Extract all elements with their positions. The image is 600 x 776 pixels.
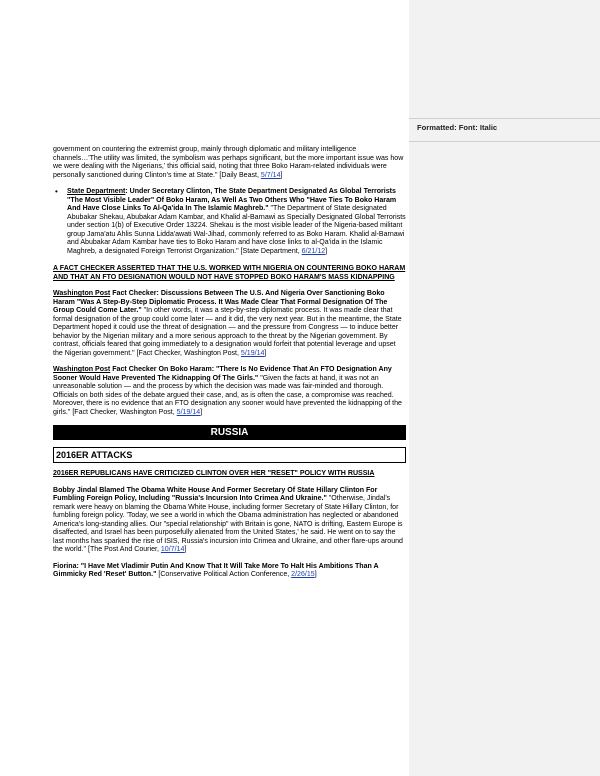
section-heading-reset: 2016ER REPUBLICANS HAVE CRITICIZED CLINTON OVER HER "RESET" POLICY WITH RUSSIA: [53, 470, 375, 477]
paragraph-headline: Fact Checker: Discussions Between The U.S. And Nigeria Over Sanctioning Boko Haram "Was A Step-By-Step Diplomatic Process. It Was Made Clear That Formal Designation Of The Group Could Come Later.": [53, 290, 388, 314]
bullet-marker: •: [55, 187, 58, 196]
bullet-state-department: • State Department: Under Secretary Clinton, The State Department Designated As Global Terrorists "The Most Visible Leader" Of Boko Haram, As Well As Two Others Who "Have Ties To Boko Haram And Have Close Links To Al-Qa'ida In The Islamic Maghreb." "The Department of State designated Abubakar Shekau, Abubakar Adam Kambar, and Khalid al-Barnawi as Specially Designated Global Terrorists under section 1(b) of Executive Order 13224. Shekau is the most visible leader of the Nigeria-based militant group Jama'atu Ahlis Sunna Lidda'awati Wal-Jihad, commonly referred to as Boko Haram. Khalid al-Barnawi and Abubakar Adam Kambar have ties to Boko Haram and have close links to al-Qa'ida in the Islamic Maghreb, a designated Foreign Terrorist Organization." [State Department, 6/21/12]: [55, 187, 406, 255]
paragraph-headline: Fact Checker On Boko Haram: "There Is No Evidence That An FTO Designation Any Sooner Would Have Prevented The Kidnapping Of The Girls.": [53, 366, 392, 382]
paragraph-fiorina: Fiorina: "I Have Met Vladimir Putin And Know That It Will Take More To Halt His Ambitions Than A Gimmicky Red 'Reset' Button." [Conservative Political Action Conference, 2/26/15]: [53, 562, 379, 578]
formatting-label: Formatted: Font: Italic: [417, 123, 498, 132]
formatting-balloon[interactable]: [409, 118, 600, 142]
source-link[interactable]: 5/19/14: [176, 408, 201, 416]
paragraph-headline: Bobby Jindal Blamed The Obama White House And Former Secretary Of State Hillary Clinton For Fumbling Foreign Policy, Including "Russia's Incursion Into Crimea And Ukraine.": [53, 486, 378, 502]
paragraph-wapo-1: Washington Post Fact Checker: Discussions Between The U.S. And Nigeria Over Sanctioning Boko Haram "Was A Step-By-Step Diplomatic Process. It Was Made Clear That Formal Designation Of The Group Could Come Later." "In other words, it was a step-by-step diplomatic process. It was made clear that formal designation of the group could come later — and it did, the very next year. But in the meantime, the State Department hoped it could use the threat of designation — and the pressure from Congress — to induce better behavior by the Nigerian military and a more serious approach to the threat by the Nigerian government. By contrast, officials feared that going immediately to a designation would forfeit that potential leverage and upset the Nigerian government." [Fact Checker, Washington Post, 5/19/14]: [53, 290, 402, 357]
source-link[interactable]: 2/26/15: [291, 571, 315, 578]
paragraph-headline: Fiorina: "I Have Met Vladimir Putin And Know That It Will Take More To Halt His Ambitions Than A Gimmicky Red 'Reset' Button.": [53, 562, 379, 578]
paragraph-jindal: Bobby Jindal Blamed The Obama White House And Former Secretary Of State Hillary Clinton For Fumbling Foreign Policy, Including "Russia's Incursion Into Crimea And Ukraine." "Otherwise, Jindal's remark were heavy on blaming the Obama White House, including former Secretary of State Hillary Clinton, for fumbling foreign policy. 'Today, we see a world in which the Obama administration has neglected or abandoned America's long-standing allies. Our "special relationship" with Britain is gone, NATO is drifting, Eastern Europe is disaffected, and Israel has been purposefully alienated from the United States,' he said. He went on to say the last months has sparked the rise of ISIS, Russia's incursion into Crimea and Ukraine, and other flare-ups around the world." [The Post And Courier, 10/7/14]: [53, 486, 403, 553]
section-heading-fact-checker: A FACT CHECKER ASSERTED THAT THE U.S. WORKED WITH NIGERIA ON COUNTERING BOKO HARAM AND THAT AN FTO DESIGNATION WOULD NOT HAVE STOPPED BOKO HARAM'S MASS KIDNAPPING: [53, 265, 406, 281]
source-name: Washington Post: [53, 290, 111, 297]
document-body: [53, 146, 406, 588]
paragraph-daily-beast: government on countering the extremist group, mainly through diplomatic and military intelligence channels…'The utility was limited, the symbolism was perhaps significant, but the more important issue was how we were dealing with the Nigerians,' this official said, noting that three Boko Haram-related individuals were personally sanctioned during Clinton's time at State." [Daily Beast, 5/7/14]: [53, 146, 404, 179]
subsection-box: 2016ER ATTACKS: [53, 447, 406, 463]
source-link[interactable]: 6/21/12: [301, 247, 326, 255]
source-link[interactable]: 5/19/14: [240, 349, 265, 357]
source-name: Washington Post: [53, 366, 111, 373]
source-link[interactable]: 10/7/14: [160, 546, 185, 553]
section-banner-russia: RUSSIA: [53, 425, 406, 440]
paragraph-wapo-2: Washington Post Fact Checker On Boko Haram: "There Is No Evidence That An FTO Designation Any Sooner Would Have Prevented The Kidnapping Of The Girls." "Given the facts at hand, it was not an unreasonable solution — and the process by which the decision was made was fair-minded and thorough. Officials on both sides of the debate argued their case, and, as is often the case, a compromise was reached. Moreover, there is no evidence that an FTO designation any sooner would have prevented the kidnapping of the girls." [Fact Checker, Washington Post, 5/19/14]: [53, 366, 402, 416]
source-name: State Department: [67, 188, 126, 195]
comments-pane: [409, 0, 600, 776]
bullet-headline: : Under Secretary Clinton, The State Department Designated As Global Terrorists "The Most Visible Leader" Of Boko Haram, As Well As Two Others Who "Have Ties To Boko Haram And Have Close Links To Al-Qa'ida In The Islamic Maghreb.": [67, 188, 397, 212]
source-link[interactable]: 5/7/14: [260, 171, 281, 179]
